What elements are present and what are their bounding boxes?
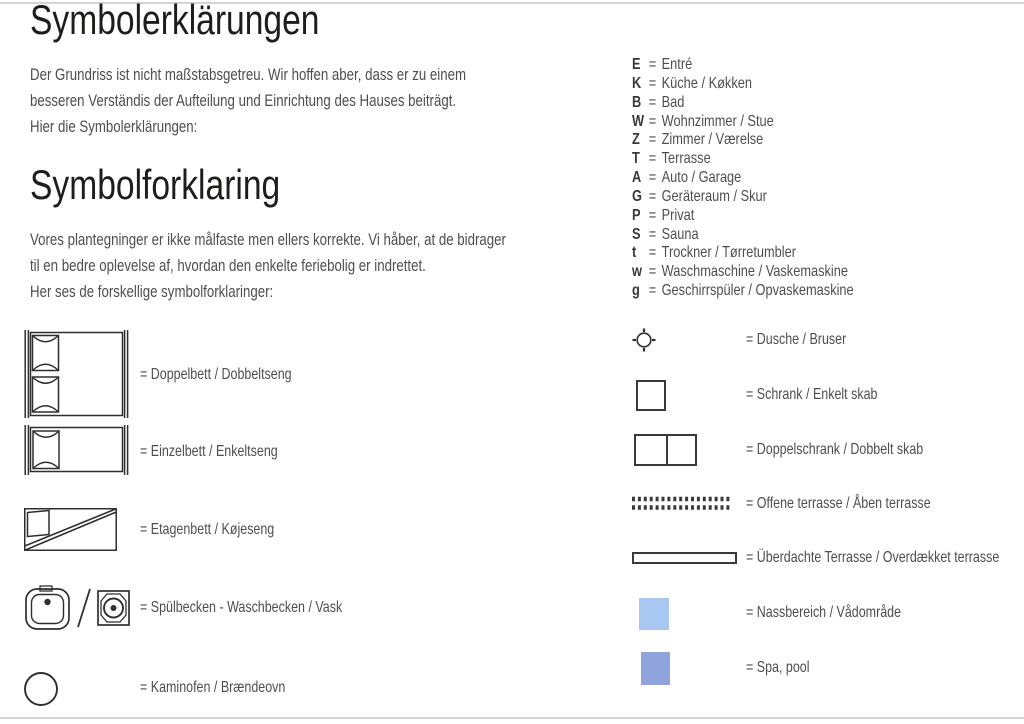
room-code-label: Terrasse	[661, 150, 711, 168]
wood-stove-icon	[23, 671, 59, 707]
room-code-row	[632, 282, 854, 301]
legend-label-sink: = Spülbecken - Waschbecken / Vask	[140, 599, 343, 616]
kitchen-sink-icon	[25, 585, 71, 631]
legend-label-double-bed: = Doppelbett / Dobbeltseng	[140, 366, 292, 383]
washbasin-icon	[97, 590, 130, 626]
page-title-danish: Symbolforklaring	[30, 161, 281, 208]
equals-sign: =	[648, 206, 657, 224]
room-code-letter: P	[632, 206, 641, 224]
legend-label-shower: = Dusche / Bruser	[746, 331, 847, 348]
shower-icon	[631, 327, 657, 353]
room-code-letter: S	[632, 225, 641, 243]
room-code-letter: w	[632, 263, 642, 281]
legend-label-stove: = Kaminofen / Brændeovn	[140, 679, 286, 696]
slash-separator	[76, 587, 92, 629]
legend-label-spa-pool: = Spa, pool	[746, 659, 810, 676]
room-code-row	[632, 263, 854, 282]
room-code-letter: A	[632, 169, 642, 187]
bottom-rule	[0, 717, 1024, 719]
intro-paragraph-german	[30, 62, 466, 140]
room-code-row	[632, 150, 854, 169]
room-code-label: Geräteraum / Skur	[661, 187, 767, 205]
room-code-letter: t	[632, 244, 637, 262]
room-code-label: Sauna	[661, 225, 699, 243]
room-code-label: Geschirrspüler / Opvaskemaskine	[661, 282, 854, 300]
equals-sign: =	[648, 282, 657, 300]
room-code-row	[632, 169, 854, 188]
room-code-label: Waschmaschine / Vaskemaskine	[661, 263, 848, 281]
room-code-letter: W	[632, 112, 645, 130]
legend-label-wet-area: = Nassbereich / Vådområde	[746, 604, 902, 621]
room-code-row	[632, 226, 854, 245]
covered-terrace-icon	[632, 552, 737, 564]
intro-line: besseren Verständis der Aufteilung und Einrichtung des Hauses beiträgt.	[30, 91, 457, 110]
equals-sign: =	[648, 56, 657, 73]
room-code-letter: K	[632, 74, 642, 92]
legend-label-single-cabinet: = Schrank / Enkelt skab	[746, 386, 878, 403]
equals-sign: =	[648, 112, 657, 130]
equals-sign: =	[648, 93, 657, 111]
bunk-bed-icon	[24, 508, 117, 551]
room-code-row	[632, 131, 854, 150]
room-code-letter: T	[632, 150, 640, 168]
room-code-label: Wohnzimmer / Stue	[661, 112, 774, 130]
room-code-label: Küche / Køkken	[661, 74, 752, 92]
room-code-label: Auto / Garage	[661, 169, 742, 187]
intro-line: til en bedre oplevelse af, hvordan den enkelte feriebolig er indrettet.	[30, 256, 426, 275]
intro-line: Hier die Symbolerklärungen:	[30, 117, 198, 136]
room-code-letter: E	[632, 56, 641, 73]
room-code-letter: Z	[632, 131, 640, 149]
equals-sign: =	[648, 244, 657, 262]
room-code-label: Zimmer / Værelse	[661, 131, 764, 149]
room-code-label: Bad	[661, 93, 685, 111]
room-code-label: Trockner / Tørretumbler	[661, 244, 797, 262]
equals-sign: =	[648, 187, 657, 205]
room-code-row	[632, 113, 854, 132]
legend-label-open-terrace: = Offene terrasse / Åben terrasse	[746, 495, 931, 512]
room-code-row	[632, 207, 854, 226]
wet-area-swatch	[639, 598, 669, 630]
legend-label-double-cabinet: = Doppelschrank / Dobbelt skab	[746, 441, 924, 458]
room-code-row	[632, 94, 854, 113]
double-bed-icon	[24, 330, 130, 418]
single-cabinet-icon	[636, 380, 666, 411]
equals-sign: =	[648, 131, 657, 149]
intro-line: Der Grundriss ist nicht maßstabsgetreu. Wir hoffen aber, dass er zu einem	[30, 65, 467, 84]
room-code-legend	[632, 56, 909, 301]
intro-line: Vores plantegninger er ikke målfaste men ellers korrekte. Vi håber, at de bidrager	[30, 230, 506, 249]
room-code-label: Entré	[661, 56, 693, 73]
page-title-german: Symbolerklärungen	[30, 0, 320, 43]
sink-symbols	[25, 585, 130, 631]
room-code-row	[632, 188, 854, 207]
room-code-row	[632, 75, 854, 94]
equals-sign: =	[648, 169, 657, 187]
intro-line: Her ses de forskellige symbolforklaringer:	[30, 282, 274, 301]
cabinet-divider	[666, 436, 668, 464]
equals-sign: =	[648, 74, 657, 92]
legend-label-single-bed: = Einzelbett / Enkeltseng	[140, 443, 278, 460]
spa-pool-swatch	[641, 652, 670, 685]
room-code-row	[632, 56, 854, 75]
single-bed-icon	[24, 425, 130, 475]
intro-paragraph-danish	[30, 227, 506, 305]
room-code-letter: g	[632, 282, 640, 300]
room-code-row	[632, 244, 854, 263]
room-code-letter: B	[632, 93, 642, 111]
equals-sign: =	[648, 263, 657, 281]
legend-label-bunk-bed: = Etagenbett / Køjeseng	[140, 521, 275, 538]
room-code-letter: G	[632, 187, 642, 205]
room-code-label: Privat	[661, 206, 695, 224]
equals-sign: =	[648, 150, 657, 168]
double-cabinet-icon	[634, 434, 697, 466]
legend-label-covered-terrace: = Überdachte Terrasse / Overdækket terrasse	[746, 549, 1000, 566]
open-terrace-icon	[632, 496, 732, 511]
equals-sign: =	[648, 225, 657, 243]
